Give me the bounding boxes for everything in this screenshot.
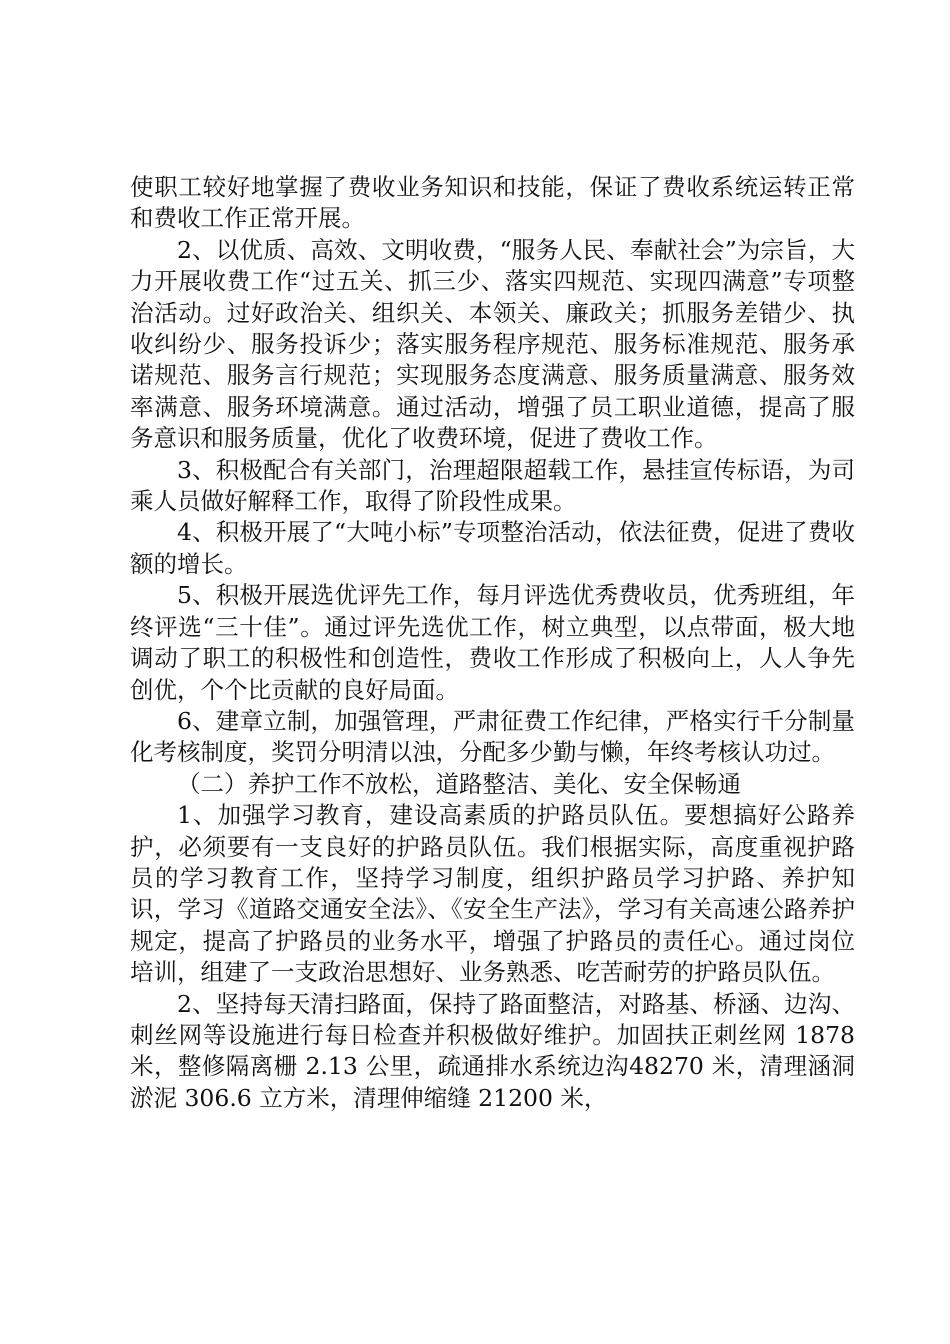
paragraph-continued: 使职工较好地掌握了费收业务知识和技能，保证了费收系统运转正常和费收工作正常开展。: [130, 173, 855, 233]
paragraph-item-5: 5、积极开展选优评先工作，每月评选优秀费收员，优秀班组，年终评选“三十佳”。通过评先选优工作，树立典型，以点带面，极大地调动了职工的积极性和创造性，费收工作形成了积极向上，人人争先创优，个个比贡献的良好局面。: [130, 581, 855, 704]
paragraph-item-6: 6、建章立制，加强管理，严肃征费工作纪律，严格实行千分制量化考核制度，奖罚分明清以浊，分配多少勤与懒，年终考核认功过。: [130, 706, 855, 767]
section-heading: （二）养护工作不放松，道路整洁、美化、安全保畅通: [177, 769, 741, 798]
paragraph-item-4: 4、积极开展了“大吨小标”专项整治活动，依法征费，促进了费收额的增长。: [130, 518, 855, 578]
paragraph-item-3: 3、积极配合有关部门，治理超限超载工作，悬挂宣传标语，为司乘人员做好解释工作，取得了阶段性成果。: [130, 455, 855, 516]
paragraph-item-2: 2、以优质、高效、文明收费，“服务人民、奉献社会”为宗旨，大力开展收费工作“过五关、抓三少、落实四规范、实现四满意”专项整治活动。过好政治关、组织关、本领关、廉政关；抓服务差错少、执收纠纷少、服务投诉少；落实服务程序规范、服务标准规范、服务承诺规范、服务言行规范；实现服务态度满意、服务质量满意、服务效率满意、服务环境满意。通过活动，增强了员工职业道德，提高了服务意识和服务质量，优化了收费环境，促进了费收工作。: [130, 235, 855, 453]
paragraph-maint-1: 1、加强学习教育，建设高素质的护路员队伍。要想搞好公路养护，必须要有一支良好的护路员队伍。我们根据实际，高度重视护路员的学习教育工作，坚持学习制度，组织护路员学习护路、养护知识，学习《道路交通安全法》、《安全生产法》，学习有关高速公路养护规定，提高了护路员的业务水平，增强了护路员的责任心。通过岗位培训，组建了一支政治思想好、业务熟悉、吃苦耐劳的护路员队伍。: [130, 801, 855, 987]
paragraph-maint-2: 2、坚持每天清扫路面，保持了路面整洁，对路基、桥涵、边沟、刺丝网等设施进行每日检查并积极做好维护。加固扶正刺丝网 1878 米，整修隔离栅 2.13 公里，疏通排水系统边沟48270 米，清理涵洞淤泥 306.6 立方米，清理伸缩缝 21200 米，: [130, 989, 855, 1112]
document-body: [130, 172, 855, 1114]
